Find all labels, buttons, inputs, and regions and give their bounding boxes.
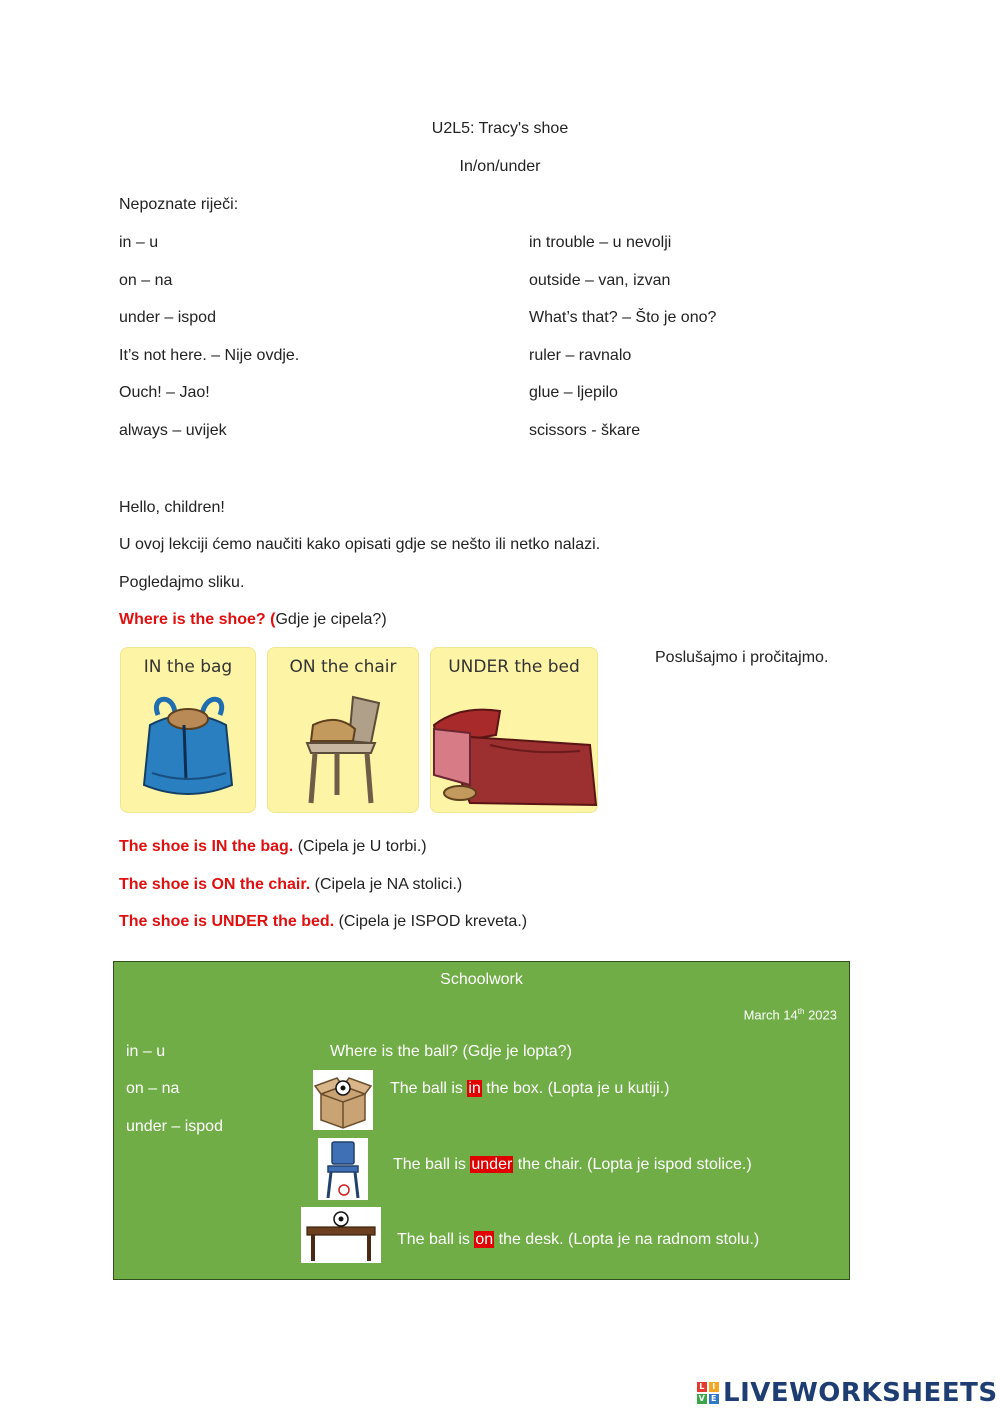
intro-line: U ovoj lekciji ćemo naučiti kako opisati gdje se nešto ili netko nalazi. <box>119 536 601 553</box>
shoe-on-chair-icon <box>267 685 419 810</box>
vocab-right-item: glue – ljepilo <box>529 384 618 401</box>
picture-caption: IN the bag <box>143 657 233 677</box>
date-year: 2023 <box>804 1007 837 1023</box>
schoolwork-title: Schoolwork <box>440 971 523 988</box>
vocab-right-item: in trouble – u nevolji <box>529 234 672 251</box>
picture-caption: ON the chair <box>289 657 397 677</box>
shoe-in-bag-icon <box>120 685 256 810</box>
vocab-left-item: on – na <box>119 272 173 289</box>
highlighted-preposition: on <box>475 1231 494 1248</box>
page-subtitle: In/on/under <box>459 158 541 175</box>
picture-card-on <box>267 647 419 813</box>
question-red: Where is the shoe? ( <box>119 611 276 628</box>
vocab-right-item: scissors - škare <box>529 422 641 439</box>
date-suffix: th <box>797 1007 805 1016</box>
sentence-end: the chair. (Lopta je ispod stolice.) <box>513 1156 752 1173</box>
example-sentence <box>119 913 527 931</box>
sentence-start: The ball is <box>390 1080 468 1097</box>
vocab-right-item: ruler – ravnalo <box>529 347 632 364</box>
listen-note: Poslušajmo i pročitajmo. <box>655 649 829 666</box>
schoolwork-sentence <box>390 1080 669 1098</box>
schoolwork-word: in – u <box>126 1043 166 1060</box>
page-title: U2L5: Tracy's shoe <box>431 120 569 137</box>
question <box>119 611 387 629</box>
schoolwork-question: Where is the ball? (Gdje je lopta?) <box>330 1043 572 1060</box>
logo-text: LIVEWORKSHEETS <box>723 1378 998 1408</box>
vocab-left-item: under – ispod <box>119 309 216 326</box>
example-sentence-hr: (Cipela je ISPOD kreveta.) <box>334 913 528 930</box>
vocab-left-item: in – u <box>119 234 159 251</box>
vocab-left-item: It’s not here. – Nije ovdje. <box>119 347 300 364</box>
ball-on-desk-icon <box>301 1207 381 1263</box>
logo-tile: V <box>698 1394 706 1403</box>
ball-under-chair-icon <box>318 1138 368 1200</box>
vocab-left-item: Ouch! – Jao! <box>119 384 210 401</box>
sentence-start: The ball is <box>393 1156 471 1173</box>
schoolwork-date <box>744 1007 837 1022</box>
picture-caption: UNDER the bed <box>448 657 580 677</box>
example-sentence-en: The shoe is ON the chair. <box>119 876 311 893</box>
picture-card-in <box>120 647 256 813</box>
ball-in-box-icon <box>313 1070 373 1130</box>
schoolwork-panel <box>113 961 850 1280</box>
example-sentence <box>119 838 427 856</box>
liveworksheets-icon <box>697 1382 719 1404</box>
vocab-right-item: outside – van, izvan <box>529 272 671 289</box>
example-sentence-hr: (Cipela je NA stolici.) <box>310 876 463 893</box>
greeting: Hello, children! <box>119 499 225 516</box>
logo-tile: E <box>709 1394 719 1404</box>
sentence-end: the box. (Lopta je u kutiji.) <box>481 1080 670 1097</box>
example-sentence <box>119 876 462 894</box>
picture-card-under <box>430 647 598 813</box>
question-translation: Gdje je cipela?) <box>275 611 387 628</box>
intro-line: Pogledajmo sliku. <box>119 574 245 591</box>
schoolwork-word: on – na <box>126 1080 180 1097</box>
sentence-start: The ball is <box>397 1231 475 1248</box>
example-sentence-en: The shoe is IN the bag. <box>119 838 294 855</box>
logo-tile: I <box>709 1382 719 1392</box>
schoolwork-word: under – ispod <box>126 1118 223 1135</box>
vocab-right-item: What’s that? – Što je ono? <box>529 309 717 326</box>
example-sentence-en: The shoe is UNDER the bed. <box>119 913 335 930</box>
schoolwork-sentence <box>397 1231 759 1249</box>
highlighted-preposition: under <box>471 1156 513 1173</box>
vocab-heading: Nepoznate riječi: <box>119 196 239 213</box>
example-sentence-hr: (Cipela je U torbi.) <box>293 838 427 855</box>
schoolwork-sentence <box>393 1156 752 1174</box>
shoe-under-bed-icon <box>430 685 598 810</box>
liveworksheets-logo <box>697 1378 998 1408</box>
logo-tile: L <box>697 1382 707 1392</box>
vocab-left-item: always – uvijek <box>119 422 227 439</box>
highlighted-preposition: in <box>468 1080 481 1097</box>
sentence-end: the desk. (Lopta je na radnom stolu.) <box>494 1231 760 1248</box>
date-main: March 14 <box>743 1007 798 1023</box>
